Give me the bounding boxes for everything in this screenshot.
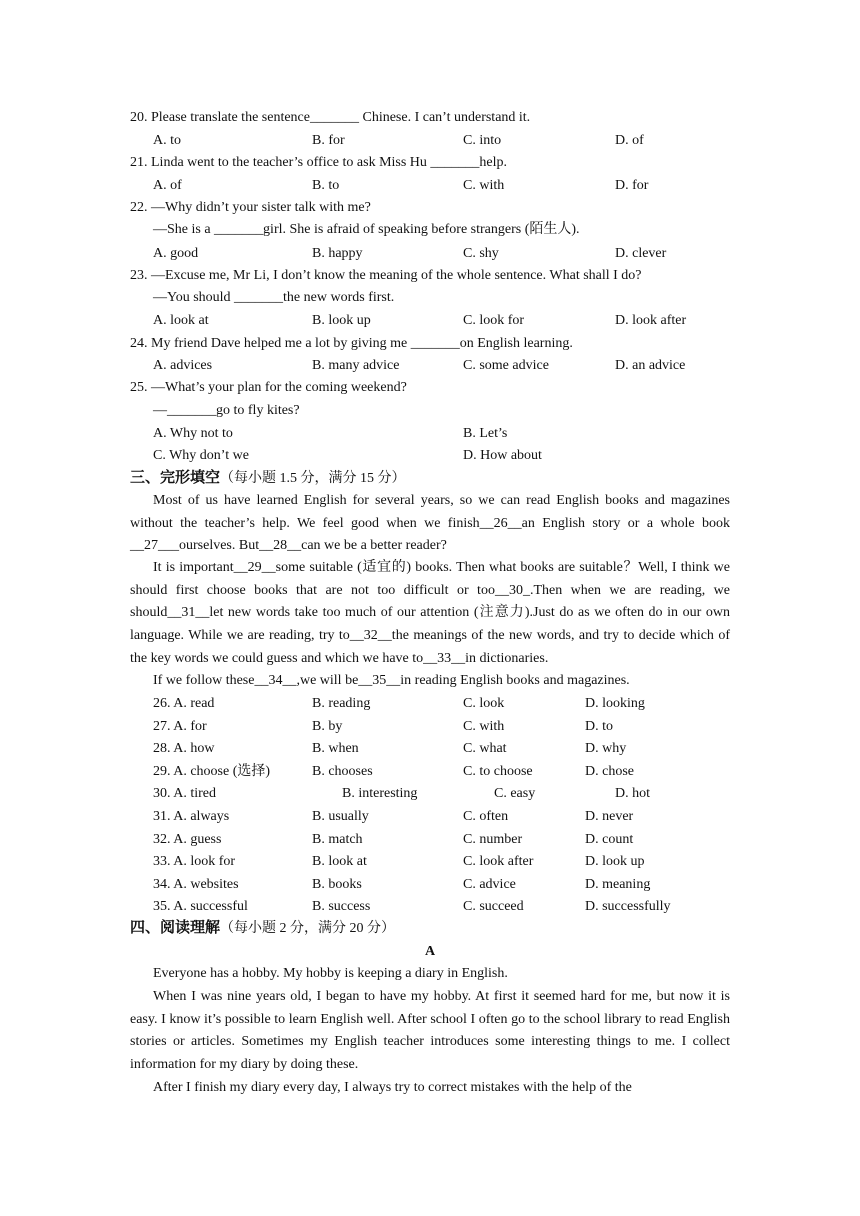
cloze-item-34-option-a: 34. A. websites [153, 876, 239, 892]
cloze-item-33-option-b: B. look at [312, 854, 367, 870]
q24-option-a: A. advices [153, 358, 213, 373]
question-23-stem: 23. —Excuse me, Mr Li, I don’t know the meaning of the whole sentence. What shall I do? [130, 268, 642, 283]
question-22-stem: 22. —Why didn’t your sister talk with me? [130, 200, 371, 215]
cloze-item-32-option-d: D. count [585, 831, 634, 847]
cloze-paragraph-3: If we follow these__34__,we will be__35__in reading English books and magazines. [153, 673, 630, 688]
cloze-item-34-option-b: B. books [312, 876, 362, 892]
q22-option-a: A. good [153, 246, 199, 261]
question-20-stem: 20. Please translate the sentence_______ Chinese. I can’t understand it. [130, 110, 531, 125]
q21-option-d: D. for [615, 178, 649, 193]
cloze-paragraph-2: It is important__29__some suitable (适宜的) books. Then what books are suitable？Well, I think we should first choose books that are not too difficult or too__30_.Then when we are reading, we should__31__let new words take too much of our attention (注意力).Just do as we often do in our own language. While we are reading, try to__32__the meanings of the new words, and try to decide which of the key words we could guess and which we have to__33__in dictionaries. [130, 560, 730, 666]
cloze-item-27-option-b: B. by [312, 718, 343, 734]
cloze-item-30-option-b: B. interesting [342, 786, 418, 802]
cloze-item-26-option-c: C. look [463, 696, 505, 711]
section-4-note: （每小题 2 分，满分 20 分） [220, 921, 396, 936]
question-25-stem: 25. —What’s your plan for the coming weekend? [130, 380, 407, 395]
q25-option-b: B. Let’s [463, 426, 508, 441]
cloze-item-31-option-b: B. usually [312, 809, 369, 824]
reading-paragraph-1: Everyone has a hobby. My hobby is keeping a diary in English. [153, 966, 508, 981]
cloze-item-28-option-b: B. when [312, 741, 359, 757]
cloze-item-35-option-b: B. success [312, 899, 371, 915]
q22-option-d: D. clever [615, 246, 667, 261]
cloze-item-35-option-a: 35. A. successful [153, 899, 248, 915]
cloze-item-27-option-d: D. to [585, 718, 613, 734]
q25-option-a: A. Why not to [153, 426, 233, 441]
section-3-title: 三、完形填空 [130, 468, 221, 486]
cloze-item-31-option-d: D. never [585, 809, 634, 824]
cloze-item-34-option-d: D. meaning [585, 876, 651, 892]
q24-option-b: B. many advice [312, 358, 400, 373]
cloze-item-34-option-c: C. advice [463, 876, 516, 892]
cloze-item-31-option-a: 31. A. always [153, 809, 230, 824]
cloze-item-35-option-c: C. succeed [463, 899, 524, 915]
q25-option-c: C. Why don’t we [153, 448, 249, 463]
reading-paragraph-3: After I finish my diary every day, I always try to correct mistakes with the help of the [153, 1080, 632, 1095]
q23-option-a: A. look at [153, 313, 209, 328]
cloze-paragraph-1: Most of us have learned English for several years, so we can read English books and magazines without the teacher’s help. We feel good when we finish__26__an English story or a whole book __27___ourselves. But__28__can we be a better reader? [130, 493, 730, 554]
passage-label: A [424, 944, 436, 959]
q22-option-c: C. shy [463, 246, 499, 261]
section-4-heading [130, 917, 395, 939]
cloze-item-32-option-a: 32. A. guess [153, 831, 222, 847]
q22-option-b: B. happy [312, 246, 363, 261]
question-25-line2: —_______go to fly kites? [153, 403, 300, 418]
cloze-item-33-option-d: D. look up [585, 854, 645, 870]
q23-option-d: D. look after [615, 313, 687, 328]
q21-option-a: A. of [153, 178, 182, 193]
cloze-item-32-option-c: C. number [463, 831, 523, 847]
cloze-item-32-option-b: B. match [312, 831, 363, 847]
cloze-item-29-option-c: C. to choose [463, 763, 533, 779]
cloze-item-28-option-a: 28. A. how [153, 741, 215, 757]
cloze-item-31-option-c: C. often [463, 809, 509, 824]
q24-option-d: D. an advice [615, 358, 686, 373]
cloze-item-29-option-d: D. chose [585, 763, 634, 779]
cloze-item-30-option-d: D. hot [615, 786, 650, 802]
cloze-item-26-option-b: B. reading [312, 696, 371, 711]
section-3-note: （每小题 1.5 分，满分 15 分） [220, 471, 406, 486]
cloze-item-26-option-d: D. looking [585, 696, 645, 711]
q20-option-b: B. for [312, 133, 345, 148]
cloze-item-27-option-a: 27. A. for [153, 718, 207, 734]
cloze-item-28-option-d: D. why [585, 741, 627, 757]
cloze-item-29-option-b: B. chooses [312, 763, 373, 779]
q21-option-b: B. to [312, 178, 340, 193]
q20-option-d: D. of [615, 133, 644, 148]
question-23-line2: —You should _______the new words first. [153, 290, 395, 305]
cloze-item-30-option-c: C. easy [494, 786, 536, 802]
cloze-item-35-option-d: D. successfully [585, 899, 671, 915]
question-24-stem: 24. My friend Dave helped me a lot by giving me _______on English learning. [130, 336, 573, 351]
cloze-item-27-option-c: C. with [463, 718, 505, 734]
q20-option-c: C. into [463, 133, 502, 148]
question-22-line2: —She is a _______girl. She is afraid of speaking before strangers (陌生人). [153, 222, 580, 237]
cloze-item-28-option-c: C. what [463, 741, 507, 757]
cloze-item-33-option-a: 33. A. look for [153, 854, 236, 870]
question-21-stem: 21. Linda went to the teacher’s office to ask Miss Hu _______help. [130, 155, 508, 170]
cloze-item-26-option-a: 26. A. read [153, 696, 215, 711]
section-3-heading [130, 467, 406, 489]
cloze-item-33-option-c: C. look after [463, 854, 534, 870]
q25-option-d: D. How about [463, 448, 542, 463]
reading-paragraph-2: When I was nine years old, I began to have my hobby. At first it seemed hard for me, but now it is easy. I know it’s possible to learn English well. After school I often go to the school library to read English stories or articles. Sometimes my English teacher introduces some interesting things to me. I collect information for my diary by doing these. [130, 989, 730, 1073]
section-4-title: 四、阅读理解 [130, 918, 221, 936]
q20-option-a: A. to [153, 133, 181, 148]
cloze-item-30-option-a: 30. A. tired [153, 786, 216, 802]
cloze-item-29-option-a: 29. A. choose (选择) [153, 763, 271, 779]
q21-option-c: C. with [463, 178, 505, 193]
q23-option-c: C. look for [463, 313, 525, 328]
q23-option-b: B. look up [312, 313, 371, 328]
q24-option-c: C. some advice [463, 358, 549, 373]
